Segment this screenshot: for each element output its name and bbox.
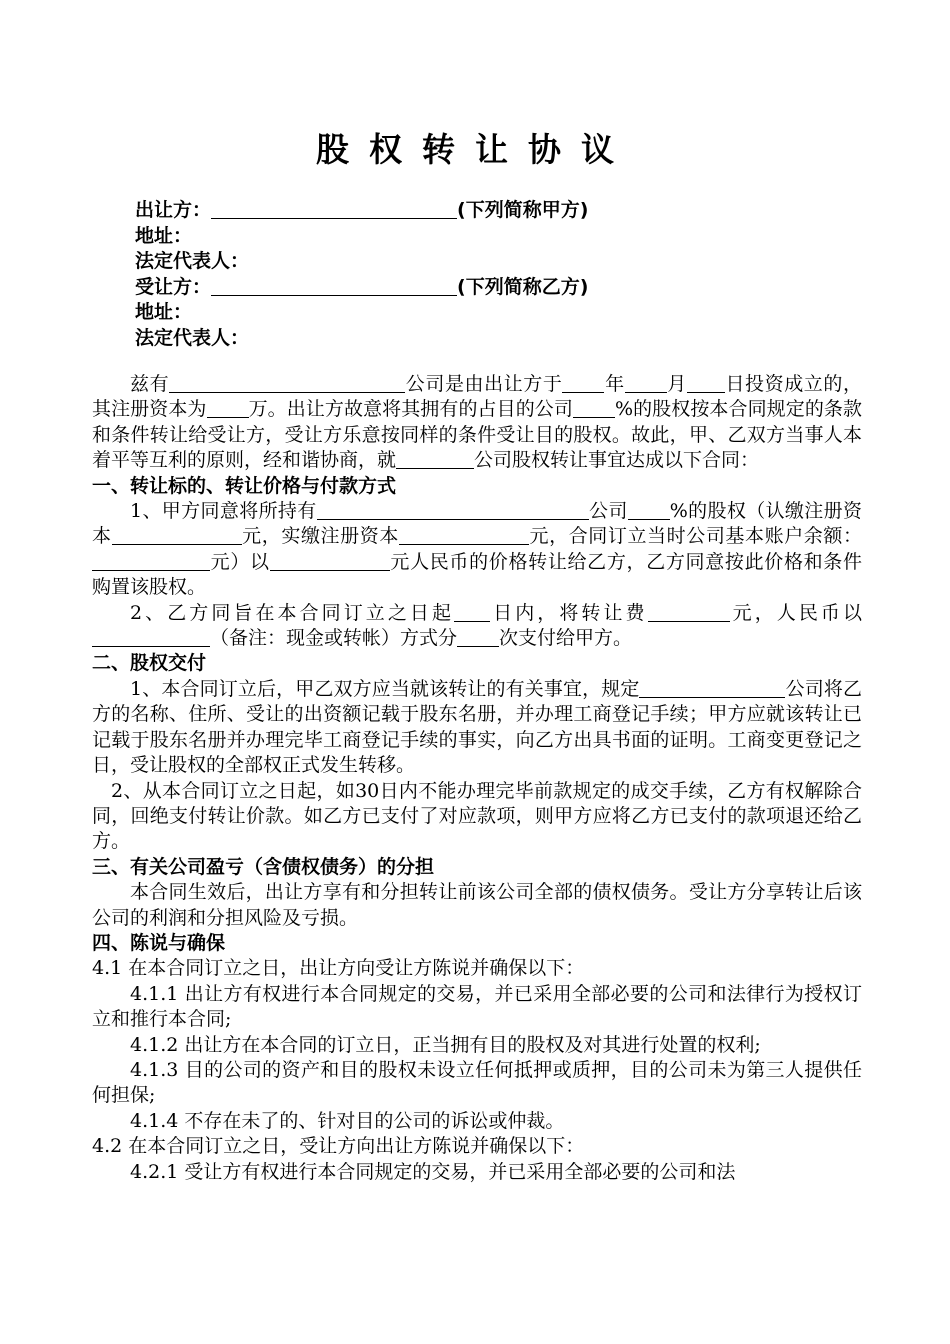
clause-4-1: 4.1 在本合同订立之日，出让方向受让方陈说并确保以下： <box>92 957 585 980</box>
section-2-heading: 二、股权交付 <box>92 652 207 675</box>
transferee-address: 地址： <box>135 301 193 323</box>
transferor-label: 出让方： <box>135 199 212 221</box>
transferee-legal-rep: 法定代表人： <box>135 326 250 349</box>
transferor-line <box>135 198 588 224</box>
clause-4-1-3: 4.1.3 目的公司的资产和目的股权未设立任何抵押或质押，目的公司未为第三人提供任何担保; <box>92 1058 862 1107</box>
transferee-label: 受让方： <box>135 275 212 298</box>
transferor-suffix: (下列简称甲方) <box>457 199 589 221</box>
section-1-heading: 一、转让标的、转让价格与付款方式 <box>92 474 397 497</box>
document-title: 股权转让协议 <box>316 130 634 169</box>
transferee-suffix: (下列简称乙方) <box>457 275 589 298</box>
transferor-blank <box>211 200 457 219</box>
transferee-line <box>135 275 588 301</box>
party-block <box>135 198 588 351</box>
transferor-address: 地址： <box>135 224 193 247</box>
document-body <box>92 372 862 1185</box>
clause-4-1-1: 4.1.1 出让方有权进行本合同规定的交易，并已采用全部必要的公司和法律行为授权订立和推行本合同; <box>92 982 862 1031</box>
clause-4-2: 4.2 在本合同订立之日，受让方向出让方陈说并确保以下： <box>92 1135 585 1158</box>
section-1-clause-2: 2、乙方同旨在本合同订立之日起 日内，将转让费 元，人民币以（备注：现金或转帐）方式分 次支付给甲方。 <box>92 601 862 652</box>
transferee-blank <box>211 277 457 296</box>
clause-4-2-1: 4.2.1 受让方有权进行本合同规定的交易，并已采用全部必要的公司和法 <box>130 1160 736 1183</box>
section-3-heading: 三、有关公司盈亏（含债权债务）的分担 <box>92 855 435 878</box>
transferor-legal-rep: 法定代表人： <box>135 250 250 272</box>
preamble-paragraph: 兹有 公司是由出让方于 年 月 日投资成立的，其注册资本为 万。出让方故意将其拥有的占目的公司 %的股权按本合同规定的条款和条件转让给受让方，受让方乐意按同样的条件受让目的股权。故此，甲、乙双方当事人本着平等互利的原则，经和谐协商，就 公司股权转让事宜达成以下合同： <box>92 373 862 472</box>
clause-4-1-2: 4.1.2 出让方在本合同的订立日，正当拥有目的股权及对其进行处置的权利; <box>130 1033 761 1056</box>
section-3-clause: 本合同生效后，出让方享有和分担转让前该公司全部的债权债务。受让方分享转让后该公司的利润和分担风险及亏损。 <box>92 881 862 929</box>
section-1-clause-1: 1、甲方同意将所持有 公司 %的股权（认缴注册资本 元，实缴注册资本 元，合同订立当时公司基本账户余额：元）以 元人民币的价格转让给乙方，乙方同意按此价格和条件购置该股权。 <box>92 500 862 599</box>
clause-4-1-4: 4.1.4 不存在未了的、针对目的公司的诉讼或仲裁。 <box>130 1109 565 1132</box>
section-2-clause-2: 2、从本合同订立之日起，如30日内不能办理完毕前款规定的成交手续，乙方有权解除合同，回绝支付转让价款。如乙方已支付了对应款项，则甲方应将乙方已支付的款项退还给乙方。 <box>92 779 862 853</box>
section-4-heading: 四、陈说与确保 <box>92 931 226 954</box>
section-2-clause-1: 1、本合同订立后，甲乙双方应当就该转让的有关事宜，规定 公司将乙方的名称、住所、受让的出资额记载于股东名册，并办理工商登记手续；甲方应就该转让已记载于股东名册并办理完毕工商登记手续的事实，向乙方出具书面的证明。工商变更登记之日，受让股权的全部权正式发生转移。 <box>92 677 862 777</box>
